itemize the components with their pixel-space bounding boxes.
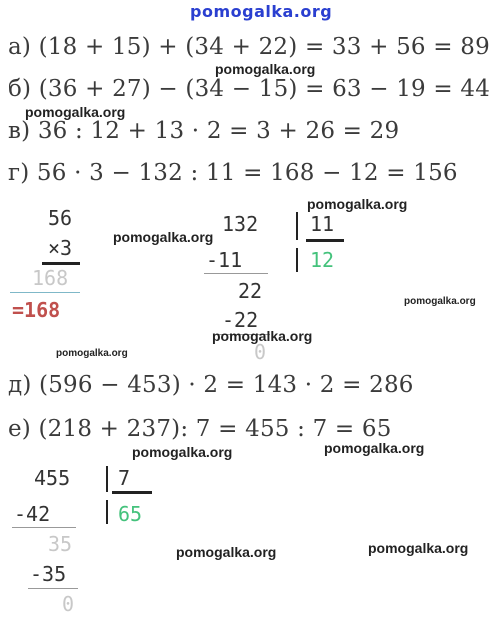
watermark: pomogalka.org	[56, 348, 128, 359]
div2-sub2: -35	[30, 562, 67, 586]
mult-rule-2	[10, 292, 80, 293]
watermark: pomogalka.org	[25, 104, 126, 120]
div1-bar-2	[296, 248, 298, 272]
watermark: pomogalka.org	[404, 296, 476, 307]
watermark-header: pomogalka.org	[190, 2, 333, 21]
div2-sub1: -42	[14, 502, 51, 526]
div1-bar-1	[296, 212, 298, 240]
div2-quotient: 65	[118, 502, 143, 526]
equation-d: д) (596 − 453) · 2 = 143 · 2 = 286	[8, 372, 414, 398]
equation-e: е) (218 + 237): 7 = 455 : 7 = 65	[8, 416, 392, 442]
div1-dividend: 132	[222, 212, 259, 236]
div1-rem2: 0	[254, 340, 267, 364]
mult-result: =168	[12, 298, 61, 322]
div1-rem1: 22	[238, 279, 263, 303]
equation-v: в) 36 : 12 + 13 · 2 = 3 + 26 = 29	[8, 118, 400, 144]
div2-divisor-rule	[112, 491, 152, 494]
mult-faint-result: 168	[32, 266, 69, 290]
div2-dividend: 455	[34, 466, 71, 490]
mult-rule	[42, 262, 80, 265]
watermark: pomogalka.org	[368, 540, 469, 556]
div2-bar-1	[106, 466, 108, 492]
div2-rem2: 0	[62, 592, 75, 616]
div1-divisor-rule	[306, 239, 344, 242]
equation-g: г) 56 · 3 − 132 : 11 = 168 − 12 = 156	[8, 160, 458, 186]
mult-top: 56	[48, 206, 73, 230]
watermark: pomogalka.org	[132, 444, 233, 460]
watermark: pomogalka.org	[113, 229, 214, 245]
div2-rule-2	[28, 588, 78, 589]
div2-rem1: 35	[48, 532, 73, 556]
watermark: pomogalka.org	[324, 440, 425, 456]
div1-sub1: -11	[206, 248, 243, 272]
div2-rule-1	[12, 527, 76, 528]
equation-b: б) (36 + 27) − (34 − 15) = 63 − 19 = 44	[8, 76, 491, 102]
watermark: pomogalka.org	[212, 328, 313, 344]
watermark: pomogalka.org	[215, 61, 316, 77]
div2-divisor: 7	[118, 466, 131, 490]
div1-sub2: -22	[222, 308, 259, 332]
div1-rule-1	[204, 273, 268, 274]
mult-operator: ×3	[48, 236, 73, 260]
div2-bar-2	[106, 500, 108, 524]
div1-divisor: 11	[310, 212, 335, 236]
watermark: pomogalka.org	[307, 196, 408, 212]
div1-quotient: 12	[310, 248, 335, 272]
equation-a: а) (18 + 15) + (34 + 22) = 33 + 56 = 89	[8, 34, 490, 60]
watermark: pomogalka.org	[176, 544, 277, 560]
